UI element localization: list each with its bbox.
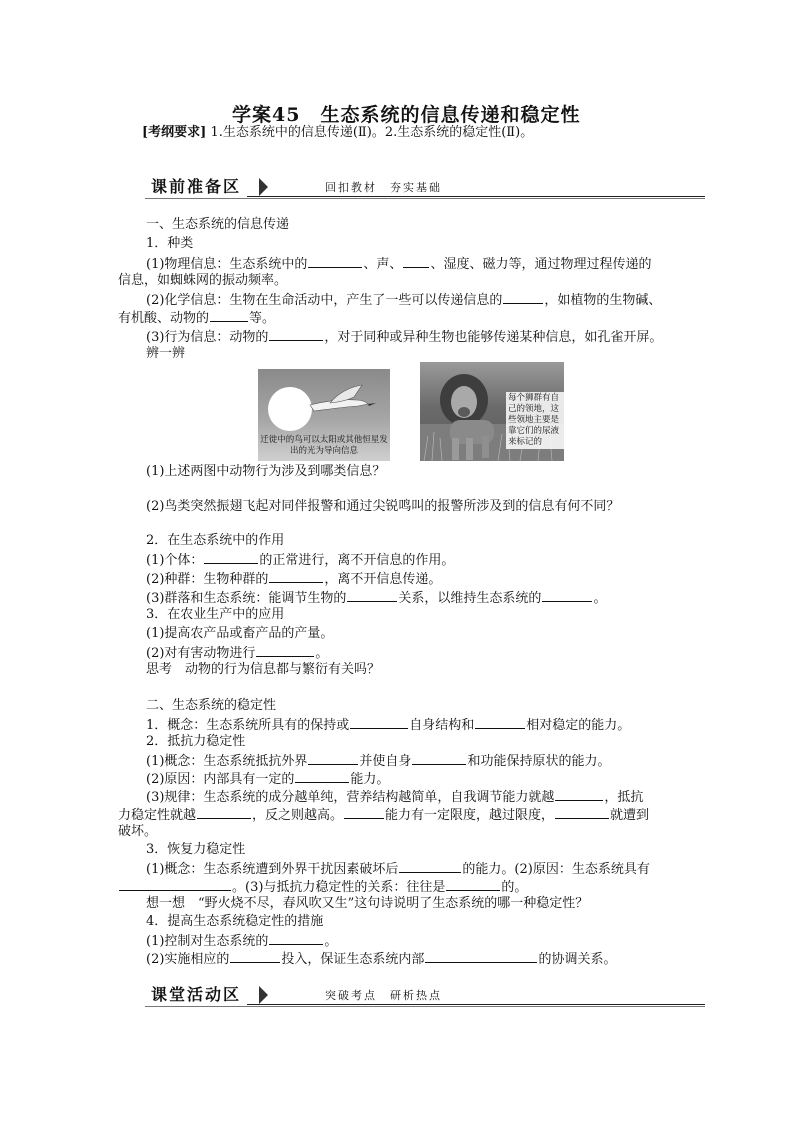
- blank[interactable]: [308, 254, 362, 268]
- resistance-heading: 2．抵抗力稳定性: [146, 734, 246, 749]
- agriculture-1: (1)提高农产品或畜产品的产量。: [146, 626, 334, 641]
- lion-territory-image: [420, 362, 564, 461]
- chemical-info-line1: (2)化学信息：生物在生命活动中，产生了一些可以传递信息的 ，如植物的生物碱、: [146, 290, 661, 310]
- blank[interactable]: [350, 715, 408, 729]
- blank[interactable]: [269, 327, 323, 341]
- part1-heading: 一、生态系统的信息传递: [146, 217, 290, 232]
- recovery-line1: (1)概念：生态系统遭到外界干扰因素破坏后 的能力。(2)原因：生态系统具有: [146, 859, 650, 879]
- blank[interactable]: [347, 588, 397, 602]
- blank[interactable]: [256, 643, 314, 657]
- section-class-subtitle: 突破考点 研析热点: [325, 989, 442, 1002]
- bird-caption: 迁徙中的鸟可以太阳或其他恒星发出的光为导向信息: [260, 435, 388, 456]
- improve-2: (2)实施相应的 投入，保证生态系统内部 的协调关系。: [146, 949, 616, 969]
- blank[interactable]: [446, 877, 500, 891]
- lion-caption: 每个狮群有自己的领地，这些领地主要是靠它们的尿液来标记的: [506, 392, 564, 449]
- chemical-info-line2: 有机酸、动物的 等。: [118, 308, 275, 328]
- blank[interactable]: [542, 588, 592, 602]
- distinguish-label: 辨一辨: [146, 346, 186, 361]
- improve-1: (1)控制对生态系统的 。: [146, 931, 337, 951]
- blank[interactable]: [295, 769, 349, 783]
- blank[interactable]: [475, 715, 525, 729]
- blank[interactable]: [425, 949, 537, 963]
- agriculture-2: (2)对有害动物进行 。: [146, 643, 328, 663]
- flying-bird-icon: [310, 385, 376, 411]
- recovery-heading: 3．恢复力稳定性: [146, 842, 246, 857]
- bird-migration-image: [258, 369, 390, 461]
- question-2: (2)鸟类突然振翅飞起对同伴报警和通过尖锐鸣叫的报警所涉及到的信息有何不同？: [146, 499, 620, 514]
- blank[interactable]: [119, 877, 231, 891]
- role-population: (2)种群：生物种群的 ，离不开信息传递。: [146, 569, 441, 589]
- agriculture-heading: 3．在农业生产中的应用: [146, 607, 285, 622]
- sun-icon: [268, 387, 312, 431]
- section-pre-label: 课前准备区: [145, 176, 247, 198]
- resistance-rule-line1: (3)规律：生态系统的成分越单纯，营养结构越简单，自我调节能力就越 ，抵抗: [146, 787, 643, 807]
- stability-concept: 1．概念：生态系统所具有的保持或 自身结构和 相对稳定的能力。: [146, 715, 630, 735]
- behavior-info-line: (3)行为信息：动物的 ，对于同种或异种生物也能够传递某种信息，如孔雀开屏。: [146, 327, 662, 347]
- section-pre-subtitle: 回扣教材 夯实基础: [325, 181, 442, 194]
- blank[interactable]: [344, 805, 384, 819]
- section-header-pre: [145, 176, 705, 198]
- section-class-label: 课堂活动区: [145, 984, 247, 1006]
- role-community: (3)群落和生态系统：能调节生物的 关系，以维持生态系统的 。: [146, 588, 606, 608]
- blank[interactable]: [399, 859, 461, 873]
- recovery-line2: 。(3)与抵抗力稳定性的关系：往往是 的。: [118, 877, 527, 897]
- blank[interactable]: [269, 569, 323, 583]
- section-header-class: [145, 984, 705, 1006]
- blank[interactable]: [503, 290, 543, 304]
- part2-heading: 二、生态系统的稳定性: [146, 698, 277, 713]
- blank[interactable]: [197, 805, 251, 819]
- blank[interactable]: [308, 751, 358, 765]
- page-title: 学案45 生态系统的信息传递和稳定性: [232, 104, 581, 126]
- exam-requirements: [142, 124, 533, 142]
- requirements-text: 1.生态系统中的信息传递(Ⅱ)。2.生态系统的稳定性(Ⅱ)。: [210, 125, 534, 140]
- role-heading: 2．在生态系统中的作用: [146, 533, 285, 548]
- blank[interactable]: [412, 751, 466, 765]
- blank[interactable]: [230, 949, 280, 963]
- question-1: (1)上述两图中动物行为涉及到哪类信息？: [146, 464, 386, 479]
- improve-heading: 4．提高生态系统稳定性的措施: [146, 914, 324, 929]
- think-question: 思考 动物的行为信息都与繁衍有关吗？: [146, 662, 381, 677]
- resistance-rule-line3: 破坏。: [118, 824, 158, 839]
- requirements-label: [考纲要求]: [142, 125, 207, 140]
- resistance-concept: (1)概念：生态系统抵抗外界 并使自身 和功能保持原状的能力。: [146, 751, 610, 771]
- blank[interactable]: [555, 787, 603, 801]
- blank[interactable]: [210, 308, 248, 322]
- blank[interactable]: [403, 254, 429, 268]
- resistance-rule-line2: 力稳定性就越 ，反之则越高。 能力有一定限度，越过限度， 就遭到: [118, 805, 649, 825]
- kinds-heading: 1．种类: [146, 236, 194, 251]
- resistance-reason: (2)原因：内部具有一定的 能力。: [146, 769, 389, 789]
- blank[interactable]: [269, 931, 323, 945]
- role-individual: (1)个体： 的正常进行，离不开信息的作用。: [146, 550, 454, 570]
- blank[interactable]: [555, 805, 609, 819]
- physical-info-line2: 信息，如蜘蛛网的振动频率。: [118, 273, 288, 288]
- think-reflect: 想一想 “野火烧不尽，春风吹又生”这句诗说明了生态系统的哪一种稳定性？: [146, 896, 589, 911]
- blank[interactable]: [204, 550, 258, 564]
- physical-info-line1: (1)物理信息：生态系统中的 、声、 、湿度、磁力等，通过物理过程传递的: [146, 254, 651, 274]
